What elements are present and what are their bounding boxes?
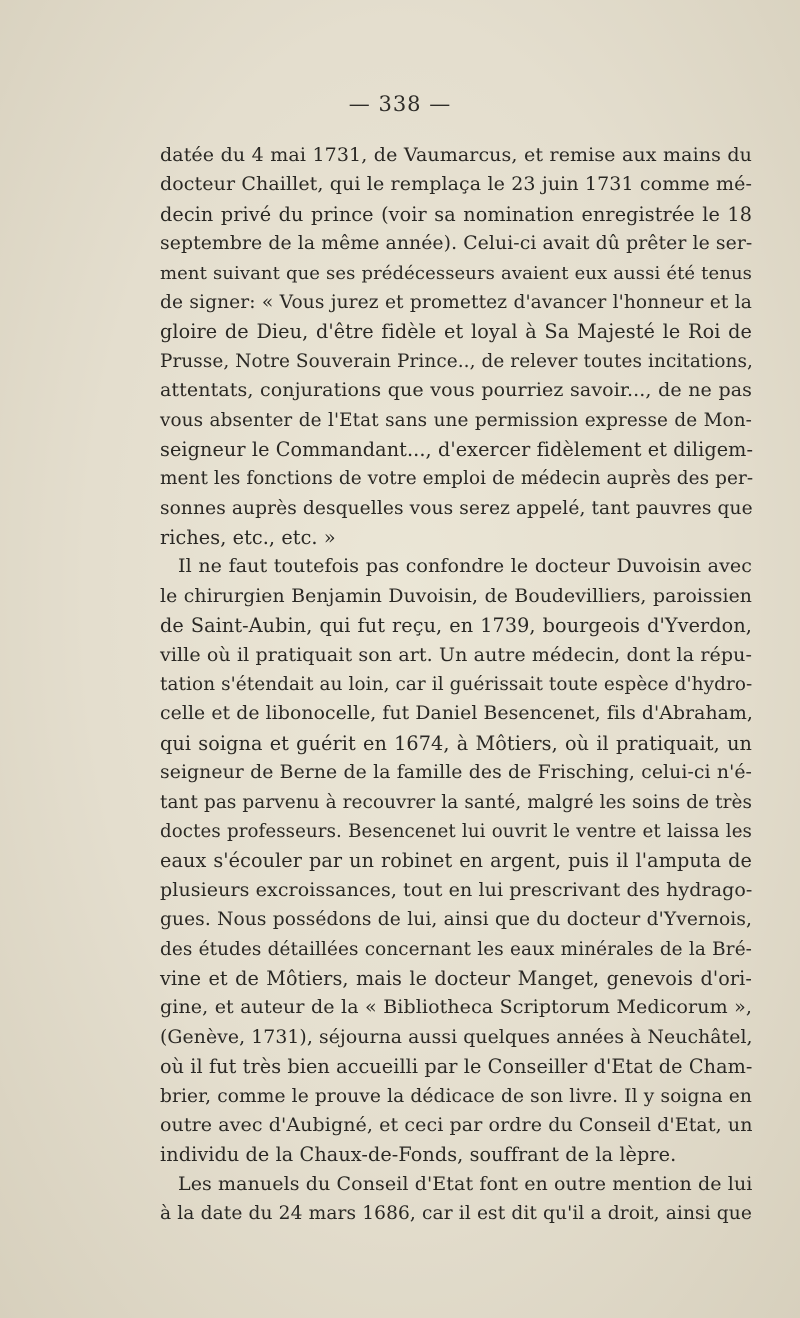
text-line: celle et de libonocelle, fut Daniel Besencenet, fils d'Abraham,: [160, 703, 753, 725]
text-line: eaux s'écouler par un robinet en argent, puis il l'amputa de: [160, 849, 752, 873]
text-line: vine et de Môtiers, mais le docteur Manget, genevois d'ori-: [160, 966, 752, 990]
text-line: ville où il pratiquait son art. Un autre médecin, dont la répu-: [160, 643, 752, 666]
text-line: Il ne faut toutefois pas confondre le docteur Duvoisin avec: [178, 555, 752, 578]
text-line: datée du 4 mai 1731, de Vaumarcus, et remise aux mains du: [160, 144, 752, 166]
text-line: de signer: « Vous jurez et promettez d'avancer l'honneur et la: [160, 291, 752, 313]
text-line: à la date du 24 mars 1686, car il est dit qu'il a droit, ainsi que: [160, 1203, 752, 1225]
text-line: decin privé du prince (voir sa nomination enregistrée le 18: [160, 202, 752, 226]
text-line: Les manuels du Conseil d'Etat font en outre mention de lui: [178, 1172, 753, 1195]
text-line: gloire de Dieu, d'être fidèle et loyal à Sa Majesté le Roi de: [160, 320, 752, 344]
text-line: gues. Nous possédons de lui, ainsi que du docteur d'Yvernois,: [160, 909, 752, 931]
text-line: le chirurgien Benjamin Duvoisin, de Boudevilliers, paroissien: [160, 585, 752, 607]
page-number: — 338 —: [348, 92, 452, 116]
text-line: Prusse, Notre Souverain Prince.., de relever toutes incitations,: [160, 350, 753, 372]
text-line: qui soigna et guérit en 1674, à Môtiers, où il pratiquait, un: [160, 731, 752, 755]
text-line: gine, et auteur de la « Bibliotheca Scriptorum Medicorum »,: [160, 996, 752, 1019]
text-line: attentats, conjurations que vous pourriez savoir..., de ne pas: [160, 379, 752, 402]
text-line: tation s'étendait au loin, car il guérissait toute espèce d'hydro-: [160, 674, 753, 696]
text-line: vous absenter de l'Etat sans une permission expresse de Mon-: [160, 409, 752, 431]
text-line: ment les fonctions de votre emploi de médecin auprès des per-: [160, 468, 754, 490]
body-text: [160, 141, 752, 1228]
text-line: de Saint-Aubin, qui fut reçu, en 1739, bourgeois d'Yverdon,: [160, 614, 752, 638]
text-line: ment suivant que ses prédécesseurs avaient eux aussi été tenus: [160, 262, 752, 284]
text-line: plusieurs excroissances, tout en lui prescrivant des hydrago-: [160, 878, 753, 901]
text-line: outre avec d'Aubigné, et ceci par ordre du Conseil d'Etat, un: [160, 1113, 753, 1136]
text-line: (Genève, 1731), séjourna aussi quelques années à Neuchâtel,: [160, 1026, 753, 1048]
text-line: brier, comme le prouve la dédicace de son livre. Il y soigna en: [160, 1085, 752, 1107]
text-line: tant pas parvenu à recouvrer la santé, malgré les soins de très: [160, 791, 752, 813]
text-line: individu de la Chaux-de-Fonds, souffrant de la lèpre.: [160, 1143, 677, 1167]
text-line: doctes professeurs. Besencenet lui ouvrit le ventre et laissa les: [160, 820, 752, 842]
text-line: riches, etc., etc. »: [160, 526, 336, 550]
text-line: des études détaillées concernant les eaux minérales de la Bré-: [160, 938, 752, 960]
text-line: sonnes auprès desquelles vous serez appelé, tant pauvres que: [160, 497, 753, 519]
text-line: seigneur le Commandant..., d'exercer fidèlement et diligem-: [160, 437, 754, 461]
text-line: docteur Chaillet, qui le remplaça le 23 juin 1731 comme mé-: [160, 173, 752, 196]
text-line: où il fut très bien accueilli par le Conseiller d'Etat de Cham-: [160, 1055, 753, 1079]
text-line: seigneur de Berne de la famille des de Frisching, celui-ci n'é-: [160, 762, 752, 784]
text-line: septembre de la même année). Celui-ci avait dû prêter le ser-: [160, 233, 753, 255]
